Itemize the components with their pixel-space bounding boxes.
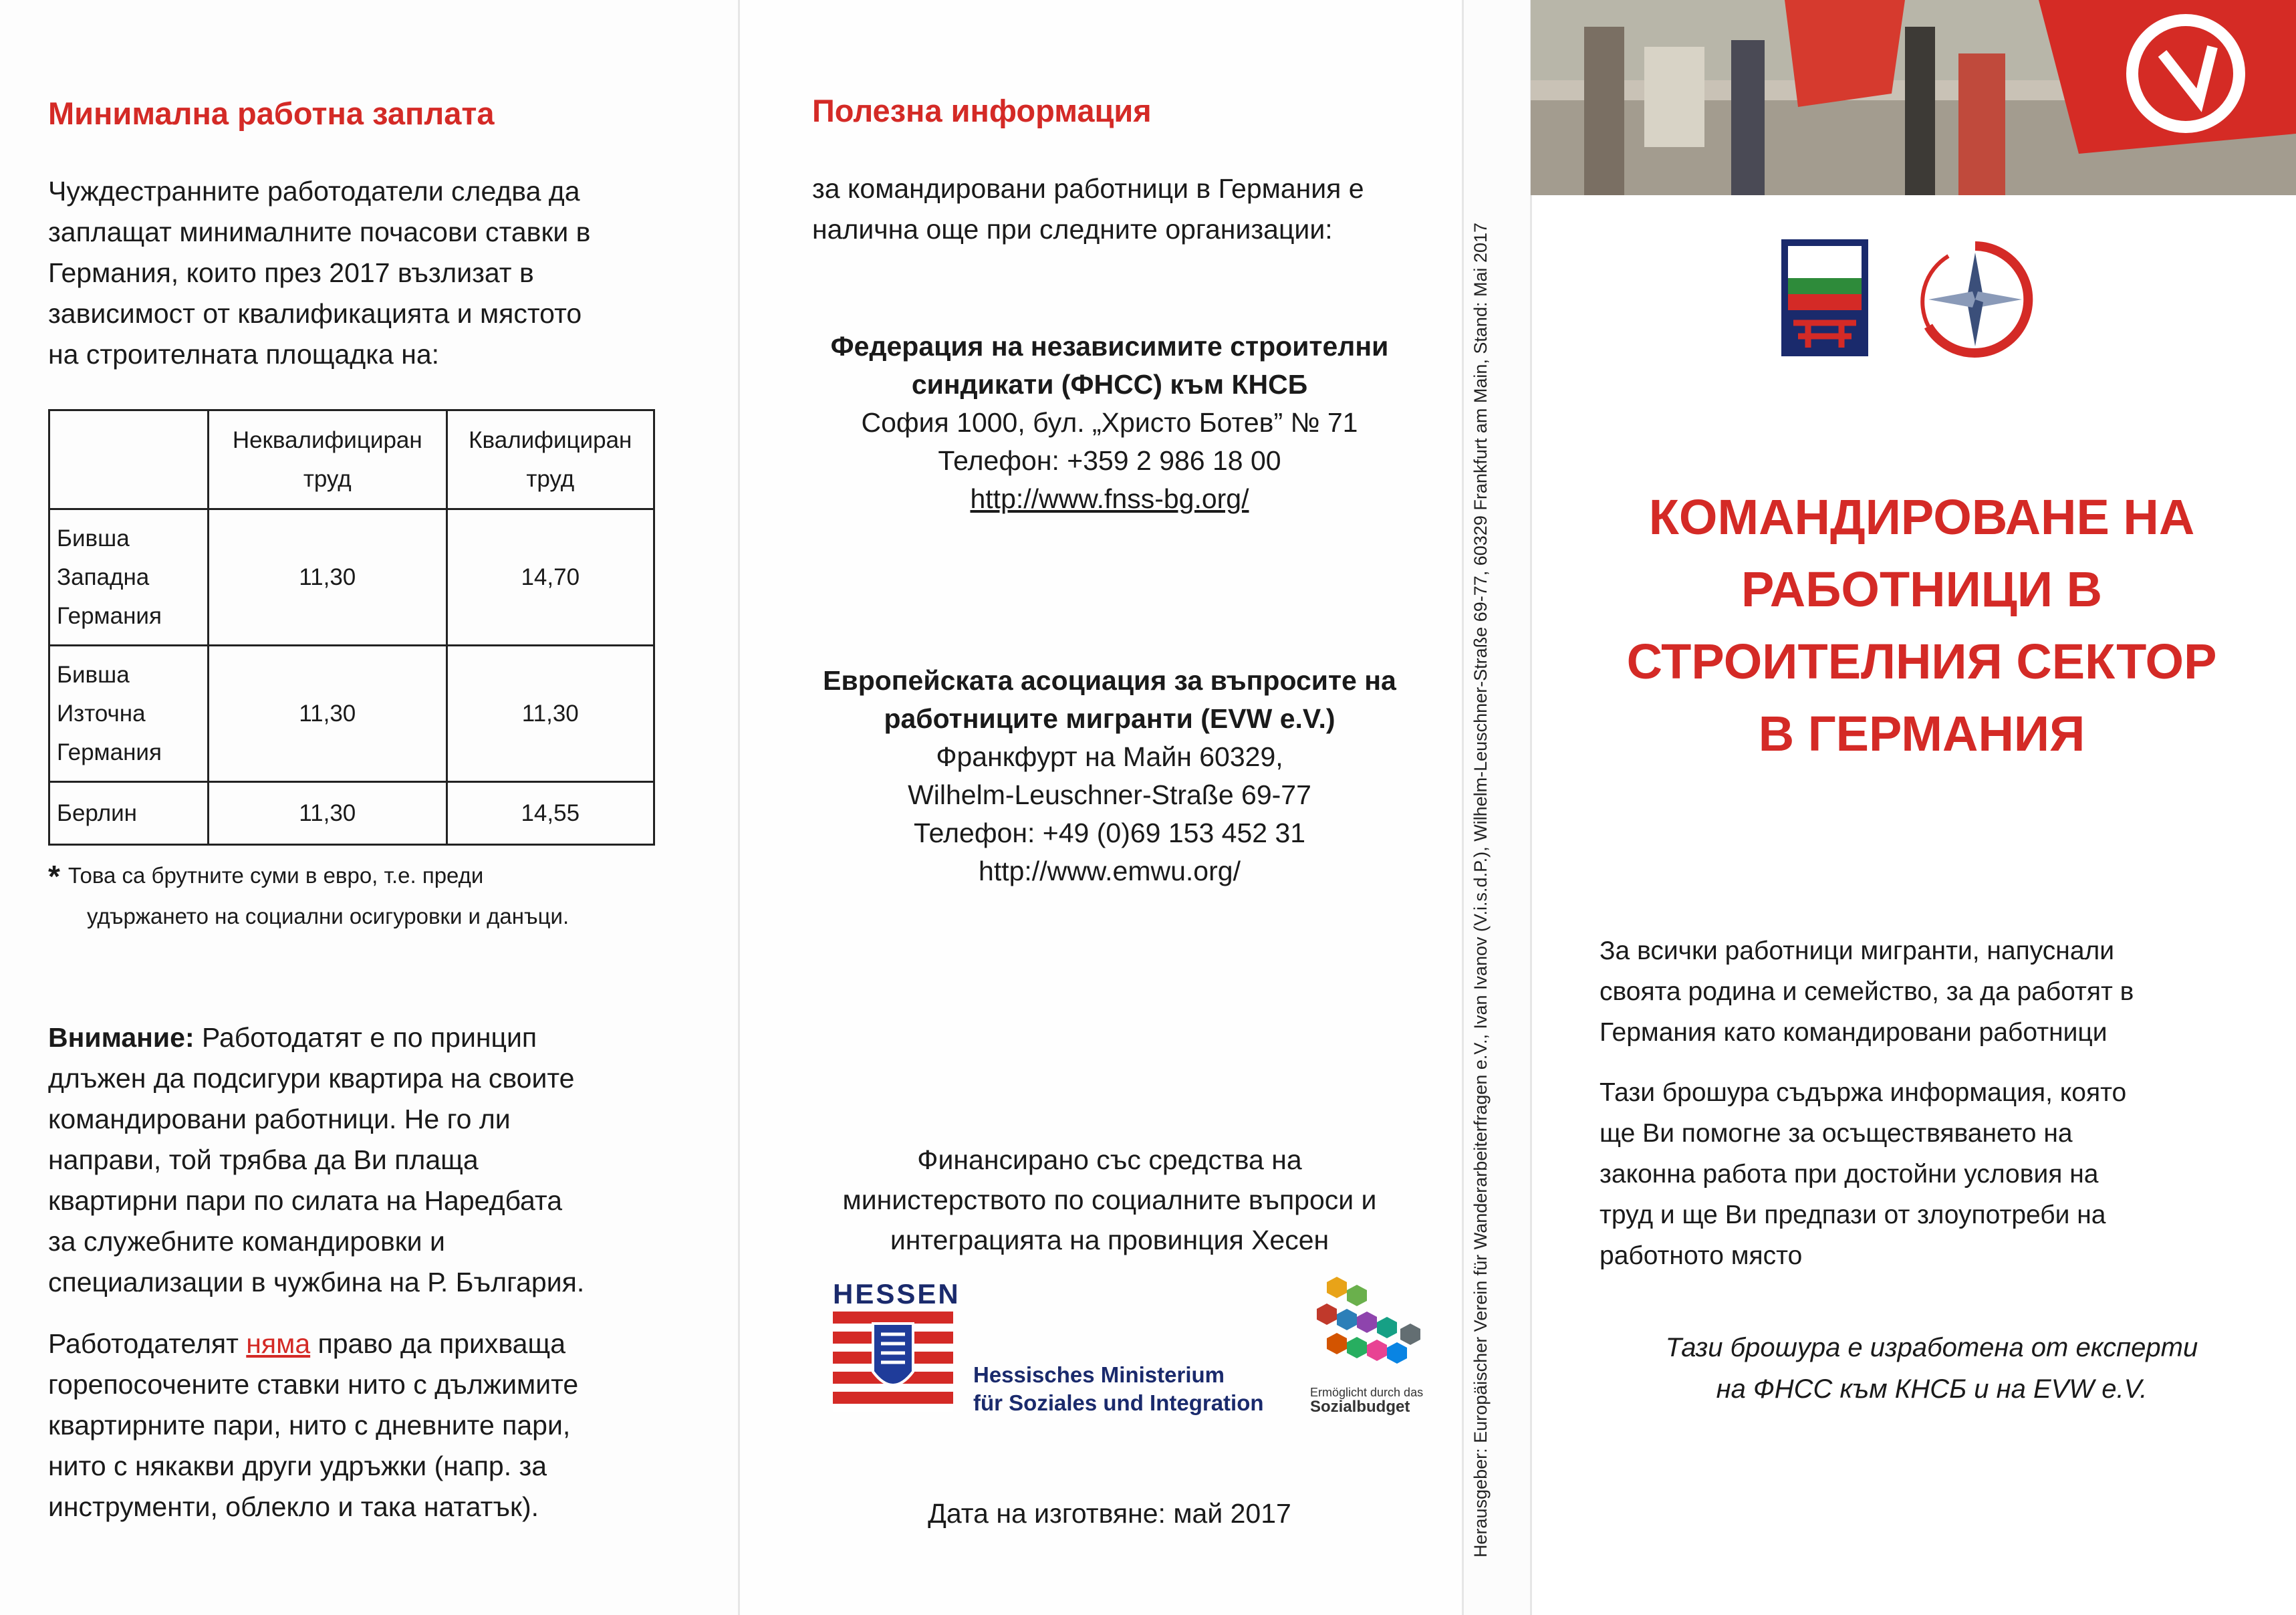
text-line: зависимост от квалификацията и мястото	[48, 298, 582, 329]
text-line: нито с някакви други удръжки (напр. за	[48, 1451, 547, 1481]
region-cell	[49, 782, 209, 845]
text-line: работното място	[1600, 1241, 1803, 1270]
text-line: направи, той трябва да Ви плаща	[48, 1144, 479, 1175]
text-line: заплащат минималните почасови ставки в	[48, 217, 591, 247]
text-line: на строителната площадка на:	[48, 339, 440, 370]
table-footnote	[48, 856, 690, 937]
column-header-unskilled	[209, 410, 447, 509]
text-line: труд и ще Ви предпази от злоупотреби на	[1600, 1201, 2106, 1229]
footnote-line: удържането на социални осигуровки и данъци.	[87, 904, 569, 928]
org-name-line: Европейската асоциация за въпросите на	[823, 665, 1396, 696]
text-line: Тази брошура е изработена от експерти	[1665, 1333, 2198, 1362]
text-line: специализации в чужбина на Р. България.	[48, 1267, 585, 1297]
title-line: РАБОТНИЦИ В	[1741, 562, 2103, 617]
minimum-wage-heading: Минимална работна заплата	[48, 96, 495, 131]
text-line: Германия като командировани работници	[1600, 1018, 2108, 1047]
wage-table	[48, 409, 655, 846]
column-header-skilled	[447, 410, 654, 509]
region-line: Бивша	[57, 661, 130, 688]
text-span: право да прихваща	[310, 1328, 566, 1359]
unskilled-rate: 11,30	[209, 646, 447, 782]
text-line: Германия, които през 2017 възлизат в	[48, 257, 534, 288]
org-fnss	[782, 328, 1437, 518]
org-street: Wilhelm-Leuschner-Straße 69-77	[908, 779, 1311, 810]
fold-line	[1530, 0, 1532, 1615]
region-line: Берлин	[57, 799, 138, 826]
text-line: инструменти, облекло и така нататък).	[48, 1491, 539, 1522]
header-line: труд	[526, 465, 575, 492]
footnote-line: Това са брутните суми в евро, т.е. преди	[68, 863, 484, 888]
sozial-small-text: Ermöglicht durch das	[1310, 1386, 1424, 1399]
cover-intro-migrants	[1600, 930, 2268, 1053]
funding-note	[782, 1140, 1437, 1260]
text-span: Работодателят	[48, 1328, 247, 1359]
header-line: труд	[303, 465, 352, 492]
text-line: законна работа при достойни условия на	[1600, 1160, 2099, 1189]
skilled-rate: 14,55	[447, 782, 654, 845]
table-row	[49, 509, 654, 646]
text-line: Работодатят е по принцип	[194, 1022, 537, 1053]
text-line: квартирни пари по силата на Наредбата	[48, 1185, 563, 1216]
sozial-big-text: Sozialbudget	[1310, 1398, 1410, 1416]
org-name-line: синдикати (ФНСС) към КНСБ	[911, 369, 1308, 400]
text-line: горепосочените ставки нито с дължимите	[48, 1369, 579, 1400]
text-line: за служебните командировки и	[48, 1226, 445, 1257]
sozialbudget-logo	[1310, 1270, 1424, 1397]
region-line: Германия	[57, 739, 162, 765]
attention-paragraph	[48, 1017, 723, 1303]
org-evw	[782, 662, 1437, 890]
emphasis-none: няма	[246, 1328, 311, 1359]
minimum-wage-intro	[48, 171, 710, 375]
text-line: налична още при следните организации:	[812, 214, 1333, 245]
region-line: Германия	[57, 602, 162, 629]
table-corner-cell	[49, 410, 209, 509]
org-phone: Телефон: +49 (0)69 153 452 31	[913, 818, 1306, 848]
issue-date: Дата на изготвяне: май 2017	[928, 1498, 1291, 1529]
title-line: В ГЕРМАНИЯ	[1758, 706, 2085, 761]
attention-label: Внимание:	[48, 1022, 195, 1053]
org-name-line: Федерация на независимите строителни	[830, 331, 1389, 362]
text-line: Тази брошура съдържа информация, която	[1600, 1078, 2127, 1107]
text-line: квартирните пари, нито с дневните пари,	[48, 1410, 571, 1441]
title-line: КОМАНДИРОВАНЕ НА	[1648, 489, 2195, 545]
skilled-rate: 14,70	[447, 509, 654, 646]
useful-info-heading: Полезна информация	[812, 93, 1152, 128]
region-cell	[49, 509, 209, 646]
text-line: длъжен да подсигури квартира на своите	[48, 1063, 575, 1094]
text-line: Финансирано със средства на	[917, 1144, 1302, 1175]
fold-line	[1462, 0, 1464, 1615]
text-line: на ФНСС към КНСБ и на EVW e.V.	[1716, 1374, 2148, 1404]
header-line: Квалифициран	[469, 426, 632, 453]
text-line: Чуждестранните работодатели следва да	[48, 176, 580, 207]
cover-intro-brochure	[1600, 1072, 2268, 1276]
cover-credit	[1598, 1327, 2266, 1410]
hessen-coat-of-arms-logo	[833, 1312, 953, 1412]
org-website-link[interactable]: http://www.fnss-bg.org/	[970, 483, 1249, 514]
text-line: министерството по социалните въпроси и	[842, 1185, 1377, 1215]
unskilled-rate: 11,30	[209, 509, 447, 646]
hessen-ministry-name	[973, 1361, 1264, 1417]
ministry-line: Hessisches Ministerium	[973, 1362, 1225, 1387]
region-cell	[49, 646, 209, 782]
title-line: СТРОИТЕЛНИЯ СЕКТОР	[1626, 634, 2217, 689]
ministry-line: für Soziales und Integration	[973, 1390, 1264, 1415]
text-line: За всички работници мигранти, напуснали	[1600, 937, 2115, 965]
protest-photo	[1531, 0, 2296, 195]
employer-paragraph	[48, 1324, 723, 1527]
region-line: Бивша	[57, 525, 130, 551]
text-line: своята родина и семейство, за да работят в	[1600, 977, 2134, 1006]
table-row	[49, 646, 654, 782]
text-line: командировани работници. Не го ли	[48, 1104, 511, 1134]
unskilled-rate: 11,30	[209, 782, 447, 845]
hessen-logo-text: HESSEN	[833, 1278, 961, 1310]
region-line: Източна	[57, 700, 146, 727]
text-line: ще Ви помогне за осъществяването на	[1600, 1119, 2073, 1148]
org-city: Франкфурт на Майн 60329,	[936, 741, 1283, 772]
imprint-text: Herausgeber: Europäischer Verein für Wanderarbeiterfragen e.V., Ivan Ivanov (V.i.s.d.P.), Wilhelm-Leuschner-Straße 69-77, 60329 Frankfurt am Main, Stand: Mai 2017	[1471, 222, 1491, 1558]
org-name-line: работниците мигранти (EVW e.V.)	[884, 703, 1335, 734]
org-address: София 1000, бул. „Христо Ботев” № 71	[861, 407, 1358, 438]
region-line: Западна	[57, 564, 150, 590]
text-line: интеграцията на провинция Хесен	[890, 1225, 1329, 1255]
fold-line	[738, 0, 740, 1615]
footnote-asterisk: *	[48, 859, 60, 894]
org-website-link[interactable]: http://www.emwu.org/	[979, 856, 1241, 886]
table-header-row	[49, 410, 654, 509]
fnss-union-logo	[1781, 239, 1868, 356]
sozialbudget-label	[1310, 1385, 1423, 1415]
cover-title	[1557, 481, 2286, 770]
org-phone: Телефон: +359 2 986 18 00	[938, 445, 1281, 476]
evw-compass-logo	[1908, 233, 2042, 366]
header-line: Неквалифициран	[232, 426, 422, 453]
skilled-rate: 11,30	[447, 646, 654, 782]
text-line: за командировани работници в Германия е	[812, 173, 1364, 204]
useful-info-intro	[812, 168, 1454, 250]
table-row	[49, 782, 654, 845]
